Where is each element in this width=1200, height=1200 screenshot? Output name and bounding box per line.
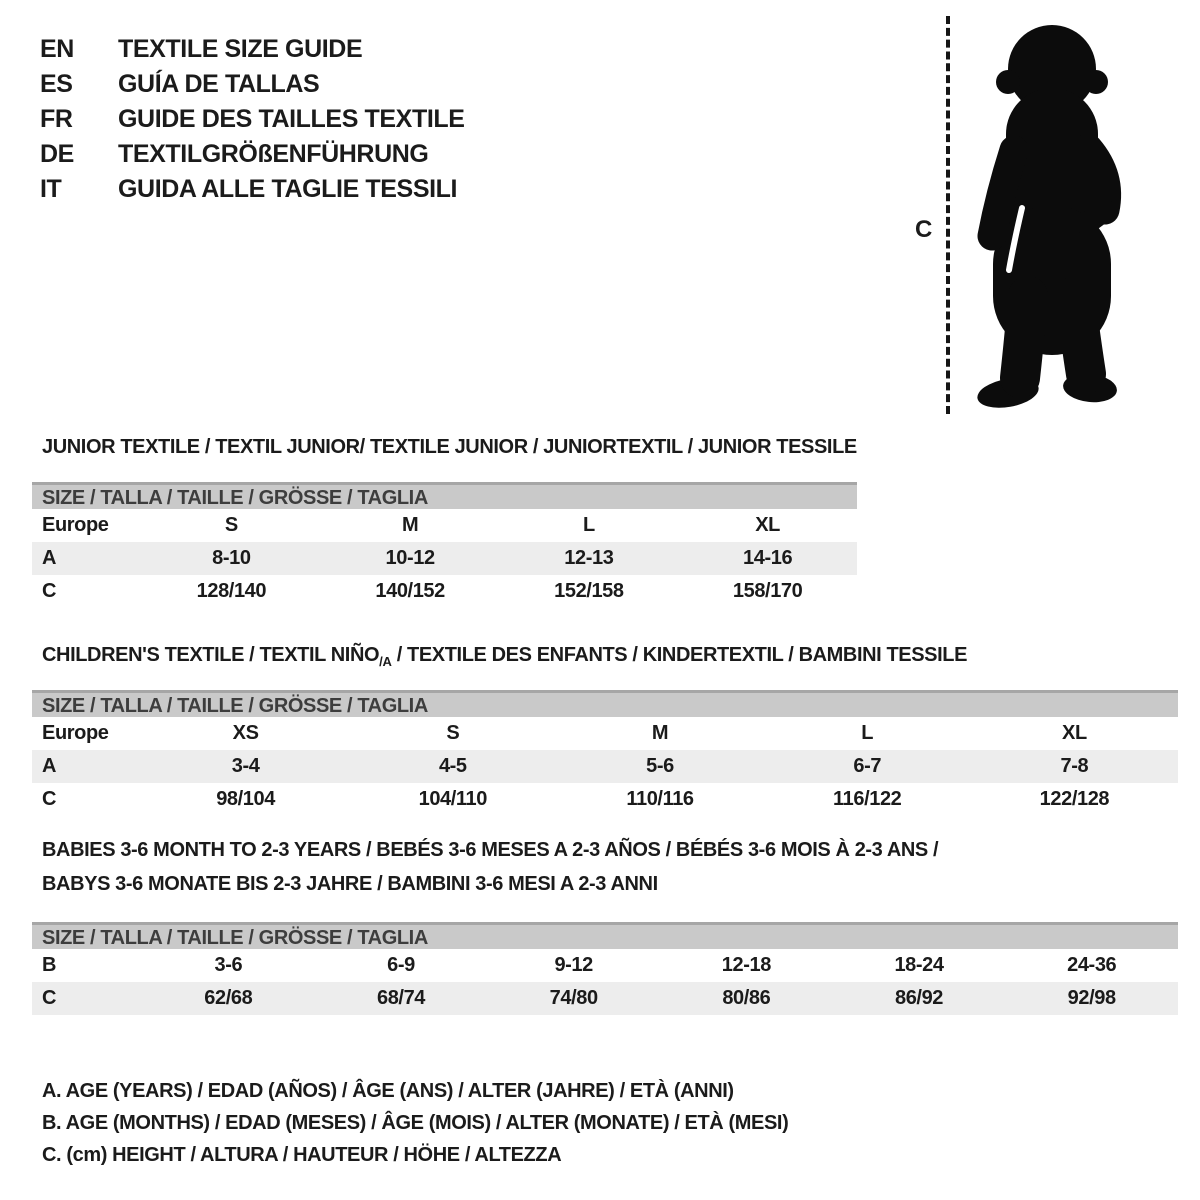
table-cell: 62/68 — [204, 987, 253, 1009]
language-row — [40, 137, 465, 172]
table-cell: S — [446, 722, 460, 744]
table-cell: 24-36 — [1067, 954, 1117, 976]
table-cell: 3-4 — [231, 755, 260, 777]
language-code: EN — [40, 35, 74, 63]
table-header-bar: SIZE / TALLA / TAILLE / GRÖSSE / TAGLIA — [32, 482, 857, 509]
table-header-bar: SIZE / TALLA / TAILLE / GRÖSSE / TAGLIA — [32, 922, 1178, 949]
babies-size-table — [32, 922, 1178, 1015]
babies-section-title-line1: BABIES 3-6 MONTH TO 2-3 YEARS / BEBÉS 3-6 MESES A 2-3 AÑOS / BÉBÉS 3-6 MOIS À 2-3 ANS / — [42, 839, 939, 861]
table-row — [32, 783, 1178, 816]
legend-age-months: B. AGE (MONTHS) / EDAD (MESES) / ÂGE (MOIS) / ALTER (MONATE) / ETÀ (MESI) — [42, 1112, 789, 1134]
table-cell: M — [651, 722, 669, 744]
language-title-block — [40, 32, 465, 207]
guide-title: TEXTILE SIZE GUIDE — [118, 35, 363, 63]
table-cell: 8-10 — [212, 547, 251, 569]
junior-size-table — [32, 482, 857, 608]
height-measure-label: C — [915, 216, 932, 243]
toddler-silhouette-icon — [962, 12, 1138, 416]
language-row — [40, 172, 465, 207]
language-row — [40, 32, 465, 67]
children-title-prefix: CHILDREN'S TEXTILE / TEXTIL NIÑO — [42, 644, 380, 666]
table-cell: L — [582, 514, 595, 536]
children-size-table — [32, 690, 1178, 816]
table-cell: 18-24 — [894, 954, 944, 976]
table-row — [32, 949, 1178, 982]
table-cell: 9-12 — [554, 954, 593, 976]
table-cell: 68/74 — [376, 987, 426, 1009]
table-cell: 152/158 — [554, 580, 624, 602]
table-row — [32, 575, 857, 608]
row-label: C — [42, 580, 57, 602]
table-header-bar: SIZE / TALLA / TAILLE / GRÖSSE / TAGLIA — [32, 690, 1178, 717]
row-label: A — [42, 755, 57, 777]
table-row — [32, 717, 1178, 750]
table-cell: L — [861, 722, 874, 744]
row-label: C — [42, 788, 57, 810]
babies-section-title-line2: BABYS 3-6 MONATE BIS 2-3 JAHRE / BAMBINI 3-6 MESI A 2-3 ANNI — [42, 873, 658, 895]
language-code: DE — [40, 140, 74, 168]
junior-section-title: JUNIOR TEXTILE / TEXTIL JUNIOR/ TEXTILE JUNIOR / JUNIORTEXTIL / JUNIOR TESSILE — [42, 436, 857, 458]
table-cell: 116/122 — [833, 788, 902, 810]
table-cell: 98/104 — [216, 788, 275, 810]
legend-height-cm: C. (cm) HEIGHT / ALTURA / HAUTEUR / HÖHE / ALTEZZA — [42, 1144, 562, 1166]
language-code: FR — [40, 105, 73, 133]
table-row — [32, 509, 857, 542]
table-cell: XL — [1062, 722, 1087, 744]
table-cell: 5-6 — [646, 755, 674, 777]
children-section-title — [42, 644, 967, 669]
table-cell: 92/98 — [1067, 987, 1116, 1009]
table-cell: 80/86 — [722, 987, 771, 1009]
table-cell: 104/110 — [418, 788, 487, 810]
table-cell: 140/152 — [375, 580, 445, 602]
guide-title: GUIDA ALLE TAGLIE TESSILI — [118, 175, 458, 203]
language-row — [40, 102, 465, 137]
language-row — [40, 67, 465, 102]
table-cell: 158/170 — [732, 580, 803, 602]
table-cell: 14-16 — [743, 547, 793, 569]
table-cell: 128/140 — [196, 580, 267, 602]
table-cell: 110/116 — [626, 788, 694, 810]
children-title-subscript: /A — [379, 654, 392, 669]
table-cell: 6-9 — [387, 954, 415, 976]
table-row — [32, 750, 1178, 783]
table-cell: XL — [755, 514, 780, 536]
table-cell: S — [224, 514, 238, 536]
children-title-suffix: / TEXTILE DES ENFANTS / KINDERTEXTIL / BAMBINI TESSILE — [391, 644, 968, 666]
language-code: IT — [40, 175, 62, 203]
legend-age-years: A. AGE (YEARS) / EDAD (AÑOS) / ÂGE (ANS) / ALTER (JAHRE) / ETÀ (ANNI) — [42, 1080, 734, 1102]
table-row — [32, 982, 1178, 1015]
table-cell: 10-12 — [385, 547, 435, 569]
table-cell: 86/92 — [894, 987, 944, 1009]
table-cell: 7-8 — [1060, 755, 1089, 777]
table-cell: 3-6 — [214, 954, 243, 976]
row-label: C — [42, 987, 57, 1009]
guide-title: GUÍA DE TALLAS — [118, 70, 320, 98]
language-code: ES — [40, 70, 73, 98]
guide-title: GUIDE DES TAILLES TEXTILE — [118, 105, 465, 133]
table-cell: 12-18 — [721, 954, 771, 976]
guide-title: TEXTILGRÖßENFÜHRUNG — [118, 140, 429, 168]
table-cell: 12-13 — [564, 547, 614, 569]
table-cell: 6-7 — [853, 755, 882, 777]
table-cell: 74/80 — [549, 987, 598, 1009]
table-cell: 122/128 — [1039, 788, 1110, 810]
row-label: Europe — [42, 514, 109, 536]
table-cell: XS — [232, 722, 259, 744]
row-label: B — [42, 954, 57, 976]
row-label: A — [42, 547, 57, 569]
row-label: Europe — [42, 722, 109, 744]
table-cell: M — [401, 514, 419, 536]
height-dashed-line — [946, 16, 950, 414]
table-cell: 4-5 — [438, 755, 467, 777]
table-row — [32, 542, 857, 575]
